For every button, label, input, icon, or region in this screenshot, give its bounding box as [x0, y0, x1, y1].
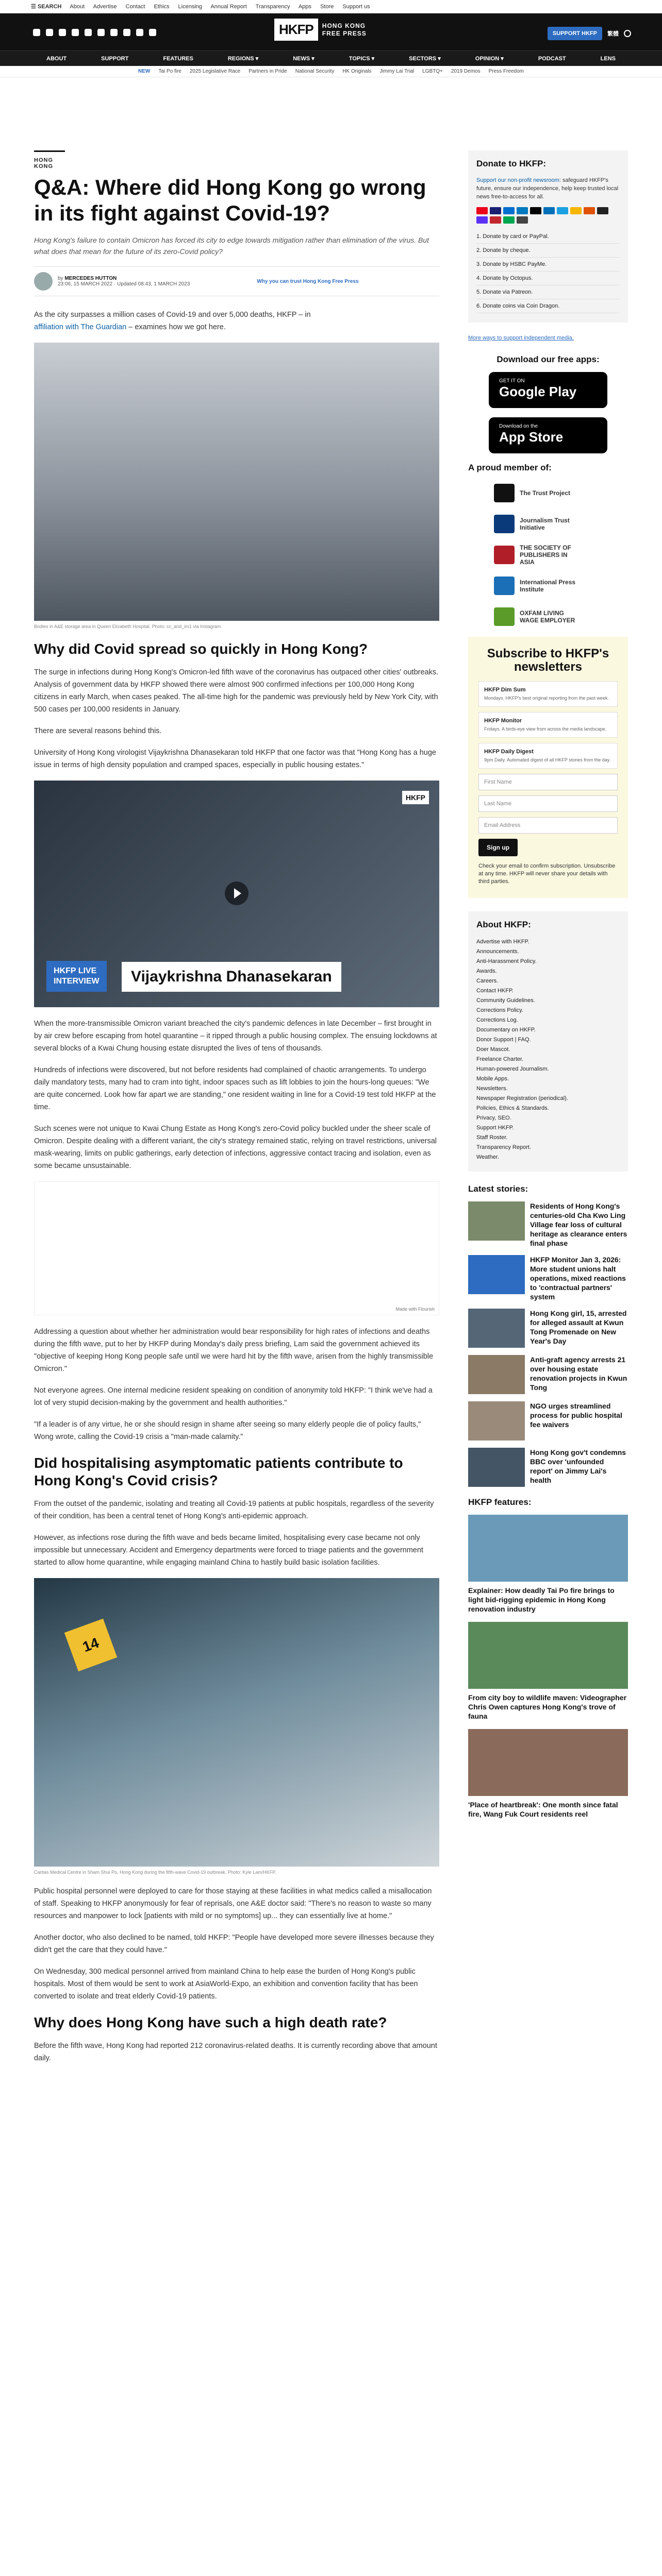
author-name[interactable]: MERCEDES HUTTON [64, 276, 117, 281]
newsletter-option[interactable] [478, 712, 618, 738]
latest-title: Latest stories: [468, 1184, 528, 1194]
latest-story[interactable] [468, 1448, 628, 1487]
utility-link-licensing[interactable]: Licensing [178, 3, 202, 10]
nav-about[interactable]: ABOUT [46, 55, 67, 62]
video-logo: HKFP [402, 791, 429, 804]
story-thumbnail[interactable] [468, 1401, 525, 1440]
intro-paragraph [34, 309, 439, 333]
member-logo[interactable] [468, 604, 628, 630]
donate-text [476, 176, 620, 201]
paragraph: There are several reasons behind this. [34, 727, 162, 735]
about-link[interactable]: Awards. [476, 968, 497, 974]
paragraph: Another doctor, who also declined to be named, told HKFP: "People have developed more severe illnesses because they didn't get the care that they could have." [34, 1934, 434, 1954]
main-navigation [0, 50, 662, 66]
trending-link[interactable]: Jimmy Lai Trial [379, 69, 415, 74]
feature-title[interactable]: From city boy to wildlife maven: Videographer Chris Owen captures Hong Kong's trove of fauna [468, 1693, 627, 1720]
paragraph: University of Hong Kong virologist Vijaykrishna Dhanasekaran told HKFP that one factor was that "Hong Kong has a huge issue in terms of high density population and cramped spaces, especially in public housing estates." [34, 749, 436, 769]
nav-features[interactable]: FEATURES [163, 55, 193, 62]
utility-link-advertise[interactable]: Advertise [93, 3, 117, 10]
linkedin-icon[interactable] [85, 29, 92, 36]
story-thumbnail[interactable] [468, 1201, 525, 1241]
paragraph: Addressing a question about whether her administration would bear responsibility for high rates of infections and deaths during the fifth wave, put to her by HKFP during Monday's daily press briefing, Lam said the government achieved its "objective of keeping Hong Kong people safe until we were hard hit by the fifth wave, arisen from the highly transmissible Omicron." [34, 1328, 434, 1373]
intro-text: As the city surpasses a million cases of Covid-19 and over 5,000 deaths, HKFP – in [34, 311, 311, 319]
paragraph: Such scenes were not unique to Kwai Chung Estate as Hong Kong's zero-Covid policy buckled under the sheer scale of Omicron. Despite dealing with a different variant, the city's strategy remained static, relying on travel restrictions, universal mask-wearing, limits on public gatherings, early detection of infections, aggressive contact tracing and isolation, even as some became unsustainable. [34, 1125, 437, 1170]
about-link[interactable]: Announcements. [476, 948, 519, 955]
amex-icon [503, 207, 515, 214]
paypal-icon [543, 207, 555, 214]
app-store-label: App Store [499, 429, 564, 445]
feature-story[interactable] [468, 1729, 628, 1819]
story-thumbnail[interactable] [468, 1355, 525, 1394]
newsletter-name: HKFP Dim Sum [484, 687, 526, 693]
paragraph: On Wednesday, 300 medical personnel arrived from mainland China to help ease the burden of Hong Kong's public hospitals. Most of them would be sent to work at AsiaWorld-Expo, an exhibition and convention facility that has been converted to isolate and treat elderly Covid-19 patients. [34, 1968, 418, 2001]
donate-option[interactable]: 1. Donate by card or PayPal. [476, 230, 620, 244]
octopus-icon [570, 207, 582, 214]
story-title[interactable]: Anti-graft agency arrests 21 over housing estate renovation projects in Kwun Tong [530, 1355, 627, 1392]
whatsapp-icon[interactable] [136, 29, 143, 36]
newsletter-option[interactable] [478, 681, 618, 707]
about-link[interactable]: Anti-Harassment Policy. [476, 958, 537, 964]
feature-image[interactable] [468, 1515, 628, 1582]
google-play-button[interactable] [489, 372, 607, 408]
latest-story[interactable] [468, 1401, 628, 1440]
about-link[interactable]: Doer Mascot. [476, 1046, 510, 1053]
newsletter-desc: Mondays. HKFP's best original reporting from the past week. [484, 696, 609, 701]
visa-icon [490, 207, 501, 214]
newsletter-box [468, 637, 628, 898]
new-badge: NEW [138, 69, 151, 74]
rss-icon[interactable] [149, 29, 156, 36]
paragraph: However, as infections rose during the fifth wave and beds became limited, hospitalising every case became not only impossible but unnecessary. Accident and Emergency departments were forced to triage patients and the government started to allow home quarantine, while engaging mainland China to hastily build basic isolation facilities. [34, 1534, 423, 1567]
utility-link-contact[interactable]: Contact [125, 3, 145, 10]
apps-title: Download our free apps: [496, 354, 600, 364]
paragraph: Hundreds of infections were discovered, but not before residents had complained of chaotic arrangements. To undergo daily mandatory tests, many had to cram into tight, indoor spaces such as lift lobbies to join the hours-long queues: "We are quite concerned. Look how far apart we are standing," one resident waiting in line for a Covid-19 test told HKFP at the time. [34, 1066, 436, 1111]
logo-line-2: FREE PRESS [322, 29, 367, 37]
utility-link-store[interactable]: Store [320, 3, 334, 10]
about-link[interactable]: Mobile Apps. [476, 1076, 509, 1082]
section-heading: Why does Hong Kong have such a high death rate? [34, 2014, 387, 2030]
features-title: HKFP features: [468, 1497, 532, 1507]
donate-options [476, 230, 620, 313]
nav-opinion[interactable]: OPINION ▾ [475, 56, 504, 62]
about-link[interactable]: Freelance Charter. [476, 1056, 524, 1062]
feature-image[interactable] [468, 1729, 628, 1796]
newsletter-note: Check your email to confirm subscription. Unsubscribe at any time. HKFP will never share your details with third parties. [478, 863, 616, 885]
trending-link[interactable]: Tai Po fire [158, 69, 181, 74]
feature-story[interactable] [468, 1622, 628, 1721]
donate-option[interactable]: 3. Donate by HSBC PayMe. [476, 258, 620, 272]
article-standfirst: Hong Kong's failure to contain Omicron has forced its city to edge towards mitigation rather than elimination of the virus. But what does that mean for the future of its zero-Covid policy? [34, 236, 429, 256]
latest-story[interactable] [468, 1355, 628, 1394]
newsletter-desc: Fridays. A birds-eye view from across the media landscape. [484, 726, 607, 732]
story-title[interactable]: HKFP Monitor Jan 3, 2026: More student unions halt operations, mixed reactions to 'contractual partners' system [530, 1256, 626, 1301]
utility-link-annual-report[interactable]: Annual Report [210, 3, 247, 10]
byline [34, 266, 439, 296]
trending-link[interactable]: Press Freedom [488, 69, 524, 74]
section-heading: Why did Covid spread so quickly in Hong Kong? [34, 641, 368, 657]
member-logo[interactable] [468, 542, 628, 568]
latest-story[interactable] [468, 1309, 628, 1348]
coin-icon [517, 216, 528, 224]
about-link[interactable]: Contact HKFP. [476, 988, 514, 994]
video-guest-name: Vijaykrishna Dhanasekaran [122, 962, 341, 992]
trending-link[interactable]: HK Originals [342, 69, 372, 74]
member-title: A proud member of: [468, 463, 552, 472]
newsletter-name: HKFP Monitor [484, 718, 522, 724]
payment-icons [476, 207, 620, 224]
logo-line-1: HONG KONG [322, 22, 366, 29]
feature-title[interactable]: Explainer: How deadly Tai Po fire brings to light bid-rigging epidemic in Hong Kong renovation industry [468, 1586, 615, 1613]
search-label: SEARCH [37, 4, 62, 10]
ipi-icon [494, 577, 515, 595]
app-store-small: Download on the [499, 423, 538, 429]
site-header [0, 13, 662, 50]
embedded-chart[interactable] [34, 1181, 439, 1315]
about-link[interactable]: Weather. [476, 1154, 499, 1160]
article-category[interactable]: HONG KONG [34, 150, 65, 170]
about-link[interactable]: Corrections Log. [476, 1017, 518, 1023]
newsletter-title: Subscribe to HKFP's newsletters [487, 647, 609, 674]
story-thumbnail[interactable] [468, 1255, 525, 1294]
oxfam-icon [494, 607, 515, 626]
about-title: About HKFP: [476, 920, 531, 929]
author-avatar[interactable] [34, 272, 53, 291]
about-link[interactable]: Human-powered Journalism. [476, 1066, 549, 1072]
nav-support[interactable]: SUPPORT [101, 55, 129, 62]
member-name: Journalism Trust Initiative [520, 517, 570, 531]
donate-option[interactable]: 5. Donate via Patreon. [476, 285, 620, 299]
paragraph: From the outset of the pandemic, isolating and treating all Covid-19 patients at public hospitals, regardless of the severity of their condition, has been a central tenet of Hong Kong's anti-epidemic approach. [34, 1500, 434, 1520]
logo-wordmark [322, 22, 367, 38]
story-title[interactable]: NGO urges streamlined process for public hospital fee waivers [530, 1402, 622, 1429]
support-hkfp-button[interactable]: SUPPORT HKFP [548, 27, 602, 40]
apple-pay-icon [530, 207, 541, 214]
last-name-field[interactable]: Last Name [478, 795, 618, 812]
latest-list [468, 1201, 628, 1487]
google-pay-icon [597, 207, 608, 214]
paragraph: The surge in infections during Hong Kong's Omicron-led fifth wave of the coronavirus has outpaced other cities' outbreaks. Analysis of government data by HKFP showed there were almost 900 confirmed infections per 100,000 Hong Kong citizens in early March, when cases peaked. The all-time high for the pandemic was previously held by New York City, with 500 cases per 100,000 residents in January. [34, 668, 439, 714]
donate-option[interactable]: 4. Donate by Octopus. [476, 272, 620, 285]
trending-link[interactable]: 2019 Demos [451, 69, 481, 74]
donate-option[interactable]: 2. Donate by cheque. [476, 244, 620, 258]
about-link[interactable]: Careers. [476, 978, 499, 984]
about-link[interactable]: Support HKFP. [476, 1125, 514, 1131]
paragraph: Before the fifth wave, Hong Kong had reported 212 coronavirus-related deaths. It is currently recording above that amount daily. [34, 2042, 437, 2062]
diners-icon [517, 207, 528, 214]
donate-option[interactable]: 6. Donate coins via Coin Dragon. [476, 299, 620, 313]
video-label-1: HKFP LIVE [54, 967, 97, 975]
x-icon[interactable] [33, 29, 40, 36]
latest-story[interactable] [468, 1201, 628, 1248]
about-link[interactable]: Staff Roster. [476, 1134, 508, 1141]
article [34, 150, 439, 2074]
nav-news[interactable]: NEWS ▾ [293, 56, 315, 62]
utility-links [70, 4, 377, 10]
donate-description: : safeguard HKFP's future, ensure our independence, help keep trusted local news free-to-access for all. [476, 177, 619, 200]
play-icon[interactable] [225, 882, 249, 905]
feature-image[interactable] [468, 1622, 628, 1689]
feature-story[interactable] [468, 1515, 628, 1614]
intro-text-end: – examines how we got here. [126, 323, 226, 331]
instagram-icon[interactable] [59, 29, 66, 36]
member-name: OXFAM LIVING WAGE EMPLOYER [520, 609, 575, 624]
about-link[interactable]: Policies, Ethics & Standards. [476, 1105, 549, 1111]
search-link[interactable]: ☰ SEARCH [31, 4, 62, 10]
donate-box [468, 150, 628, 323]
trust-link[interactable]: Why you can trust Hong Kong Free Press [257, 278, 359, 284]
nav-topics[interactable]: TOPICS ▾ [349, 56, 375, 62]
article-title: Q&A: Where did Hong Kong go wrong in its fight against Covid-19? [34, 175, 426, 225]
hospital-photo [34, 1578, 439, 1867]
about-link[interactable]: Advertise with HKFP. [476, 939, 529, 945]
youtube-icon[interactable] [72, 29, 79, 36]
photo-number-sign: 14 [64, 1619, 118, 1672]
story-thumbnail[interactable] [468, 1309, 525, 1348]
about-link[interactable]: Community Guidelines. [476, 997, 535, 1004]
member-logo[interactable] [468, 511, 628, 537]
member-logo[interactable] [468, 573, 628, 599]
email-field[interactable]: Email Address [478, 817, 618, 834]
top-utility-bar [0, 0, 662, 13]
story-thumbnail[interactable] [468, 1448, 525, 1487]
paragraph: "If a leader is of any virtue, he or she should resign in shame after seeing so many elderly people die of policy faults," Wong wrote, calling the Covid-19 crisis a "man-made calamity." [34, 1420, 421, 1441]
bluesky-icon[interactable] [123, 29, 130, 36]
trending-bar [0, 66, 662, 77]
paragraph: When the more-transmissible Omicron variant breached the city's pandemic defences in late December – first brought in by air crew before escaping from hotel quarantine – it ripped through a public housing complex. The ensuing lockdowns at several blocks of a Kwai Chung housing estate disrupted the lives of tens of thousands. [34, 1020, 437, 1053]
language-switch[interactable]: 繁體 [607, 31, 619, 37]
feature-title[interactable]: 'Place of heartbreak': One month since fatal fire, Wang Fuk Court residents reel [468, 1801, 618, 1818]
paragraph: Not everyone agrees. One internal medicine resident speaking on condition of anonymity told HKFP: "I think we've had a lot of very stupid decision-making by the government and health authorities." [34, 1386, 433, 1407]
about-link[interactable]: Transparency Report. [476, 1144, 531, 1150]
payme-icon [557, 207, 568, 214]
about-link[interactable]: Newspaper Registration (periodical). [476, 1095, 568, 1101]
nav-regions[interactable]: REGIONS ▾ [227, 56, 259, 62]
story-title[interactable]: Hong Kong gov't condemns BBC over 'unfounded report' on Jimmy Lai's health [530, 1448, 626, 1484]
signup-button[interactable]: Sign up [478, 839, 518, 856]
telegram-icon[interactable] [97, 29, 105, 36]
article-dates: 23:06, 15 MARCH 2022 · Updated 08:43, 1 MARCH 2023 [58, 281, 190, 287]
utility-link-transparency[interactable]: Transparency [255, 3, 290, 10]
site-logo[interactable] [274, 19, 367, 41]
app-store-button[interactable] [489, 417, 607, 453]
story-title[interactable]: Residents of Hong Kong's centuries-old Cha Kwo Ling Village fear loss of cultural heritage as clearance enters final phase [530, 1202, 627, 1247]
alipay-icon [503, 216, 515, 224]
member-name: The Trust Project [520, 489, 571, 497]
lead-photo-caption: Bodies in A&E storage area in Queen Elizabeth Hospital. Photo: cc_and_im1 via Instagram. [34, 624, 222, 629]
features-list [468, 1515, 628, 1819]
notification-bell-icon[interactable] [624, 30, 631, 37]
newsletter-option[interactable] [478, 743, 618, 769]
nav-lens[interactable]: LENS [600, 55, 616, 62]
utility-link-apps[interactable]: Apps [298, 3, 312, 10]
flourish-credit[interactable]: Made with Flourish [395, 1307, 435, 1312]
about-link[interactable]: Donor Support | FAQ. [476, 1037, 531, 1043]
more-ways-link[interactable]: More ways to support independent media. [468, 335, 574, 341]
utility-link-support[interactable]: Support us [342, 3, 370, 10]
member-name: International Press Institute [520, 579, 576, 593]
section-heading: Did hospitalising asymptomatic patients contribute to Hong Kong's Covid crisis? [34, 1455, 403, 1488]
nav-sectors[interactable]: SECTORS ▾ [409, 56, 441, 62]
video-label [46, 961, 107, 992]
video-label-2: INTERVIEW [54, 977, 100, 986]
google-play-small: GET IT ON [499, 378, 525, 384]
about-box [468, 911, 628, 1172]
trending-link[interactable]: 2025 Legislative Race [189, 69, 241, 74]
trending-link[interactable]: National Security [295, 69, 335, 74]
member-logo[interactable] [468, 480, 628, 506]
google-play-label: Google Play [499, 384, 577, 399]
newsletter-name: HKFP Daily Digest [484, 749, 534, 755]
paragraph: Public hospital personnel were deployed to care for those staying at these facilities in what medics called a misallocation of staff. Speaking to HKFP anonymously for fear of reprisals, one A&E doctor said: "There's no reason to waste so many resources and manpower to lock [patients with mild or no symptoms] up... they can essentially live at home." [34, 1887, 432, 1920]
jti-icon [494, 515, 515, 533]
sopa-icon [494, 546, 515, 564]
guardian-link[interactable]: affiliation with The Guardian [34, 323, 127, 331]
about-link[interactable]: Privacy, SEO. [476, 1115, 511, 1121]
latest-story[interactable] [468, 1255, 628, 1301]
facebook-icon[interactable] [46, 29, 53, 36]
utility-link-ethics[interactable]: Ethics [154, 3, 170, 10]
utility-link-about[interactable]: About [70, 3, 85, 10]
about-link[interactable]: Documentary on HKFP. [476, 1027, 536, 1033]
member-name: THE SOCIETY OF PUBLISHERS IN ASIA [520, 544, 571, 566]
logo-mark: HKFP [274, 19, 318, 41]
byline-by: by [58, 276, 63, 281]
story-title[interactable]: Hong Kong girl, 15, arrested for alleged assault at Kwun Tong Promenade on New Year's Day [530, 1309, 627, 1345]
about-list [476, 937, 620, 1162]
donate-support-link[interactable]: Support our non-profit newsroom [476, 177, 559, 183]
nav-podcast[interactable]: PODCAST [538, 55, 566, 62]
donate-title: Donate to HKFP: [476, 159, 547, 168]
trending-link[interactable]: LGBTQ+ [422, 69, 443, 74]
newsletter-desc: 9pm Daily. Automated digest of all HKFP stories from the day. [484, 757, 611, 762]
hospital-photo-caption: Caritas Medical Centre in Sham Shui Po, Hong Kong during the fifth-wave Covid-19 outbreak. Photo: Kyle Lam/HKFP. [34, 1870, 276, 1875]
patreon-icon [584, 207, 595, 214]
lead-photo [34, 343, 439, 621]
video-embed[interactable] [34, 781, 439, 1007]
threads-icon[interactable] [110, 29, 118, 36]
header-actions [548, 27, 631, 40]
sidebar [468, 150, 628, 1827]
social-icons [33, 29, 156, 36]
first-name-field[interactable]: First Name [478, 774, 618, 790]
trending-link[interactable]: Partners in Pride [249, 69, 287, 74]
unionpay-icon [490, 216, 501, 224]
byline-text [58, 276, 190, 287]
about-link[interactable]: Corrections Policy. [476, 1007, 523, 1013]
stripe-icon [476, 216, 488, 224]
trust-project-icon [494, 484, 515, 502]
mastercard-icon [476, 207, 488, 214]
about-link[interactable]: Newsletters. [476, 1086, 508, 1092]
